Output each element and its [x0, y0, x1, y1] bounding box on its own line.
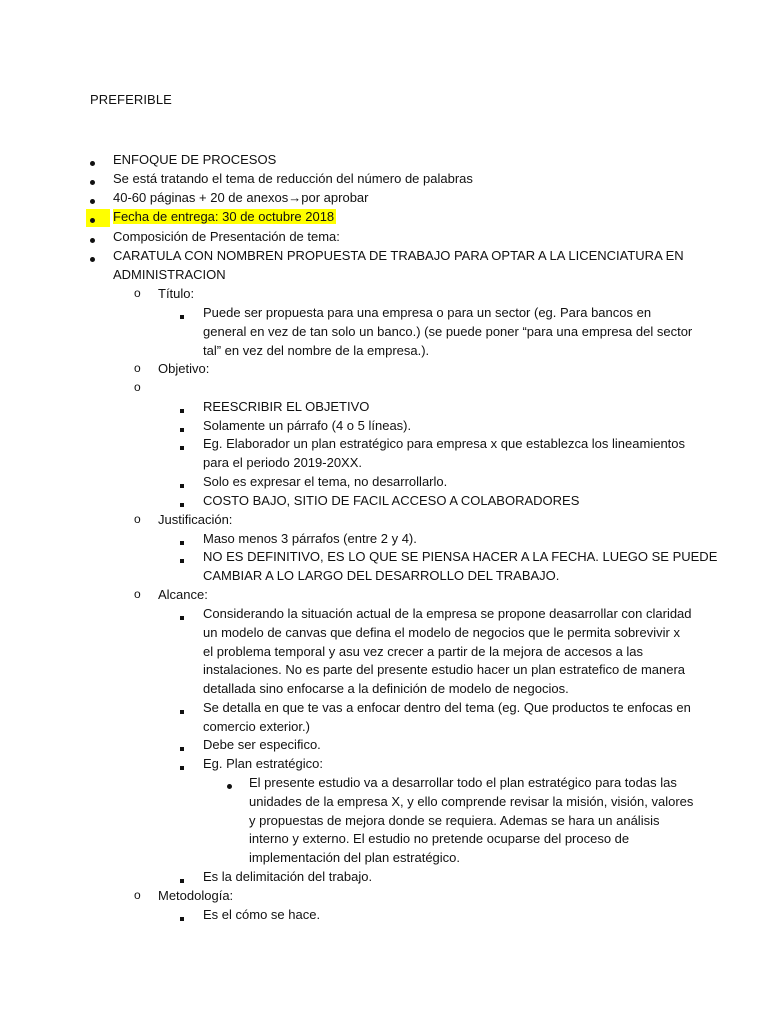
list-item-highlighted	[113, 208, 336, 227]
list-item: Es la delimitación del trabajo.	[203, 869, 373, 884]
open-circle-bullet-icon: o	[134, 512, 141, 526]
square-bullet-icon	[180, 738, 184, 757]
square-bullet-icon	[180, 494, 184, 513]
list-item-continuation: interno y externo. El estudio no pretende ocuparse del proceso de	[249, 831, 630, 846]
list-item: Se está tratando el tema de reducción del número de palabras	[113, 171, 473, 186]
list-item-continuation: instalaciones. No es parte del presente estudio hacer un plan estratefico de manera	[203, 662, 686, 677]
square-bullet-icon	[180, 701, 184, 720]
list-item-continuation: comercio exterior.)	[203, 719, 310, 734]
list-item: Maso menos 3 párrafos (entre 2 y 4).	[203, 531, 417, 546]
list-item: El presente estudio va a desarrollar todo el plan estratégico para todas las	[249, 775, 677, 790]
list-item: Considerando la situación actual de la empresa se propone deasarrollar con claridad	[203, 606, 692, 621]
square-bullet-icon	[180, 475, 184, 494]
list-item: Solamente un párrafo (4 o 5 líneas).	[203, 418, 412, 433]
list-item-continuation: unidades de la empresa X, y ello comprende revisar la misión, visión, valores	[249, 794, 694, 809]
list-item: Se detalla en que te vas a enfocar dentro del tema (eg. Que productos te enfocas en	[203, 700, 691, 715]
list-item-continuation: el problema temporal y asu vez crecer a partir de la mejora de accesos a las	[203, 644, 644, 659]
bullet-dot-icon	[90, 230, 95, 249]
list-item-continuation: un modelo de canvas que defina el modelo de negocios que le permita sobrevivir x	[203, 625, 680, 640]
bullet-dot-icon	[90, 249, 95, 268]
square-bullet-icon	[180, 400, 184, 419]
list-item: REESCRIBIR EL OBJETIVO	[203, 399, 370, 414]
list-item: Composición de Presentación de tema:	[113, 229, 340, 244]
list-item-continuation: tal” en vez del nombre de la empresa.).	[203, 343, 430, 358]
square-bullet-icon	[180, 908, 184, 927]
open-circle-bullet-icon: o	[134, 286, 141, 300]
bullet-dot-icon	[90, 153, 95, 172]
square-bullet-icon	[180, 532, 184, 551]
list-item: Es el cómo se hace.	[203, 907, 321, 922]
list-item: ENFOQUE DE PROCESOS	[113, 152, 277, 167]
bullet-dot-icon	[90, 172, 95, 191]
open-circle-bullet-icon: o	[134, 587, 141, 601]
list-item: NO ES DEFINITIVO, ES LO QUE SE PIENSA HACER A LA FECHA. LUEGO SE PUEDE	[203, 549, 718, 564]
open-circle-bullet-icon: o	[134, 380, 141, 394]
due-date-text: Fecha de entrega: 30 de octubre 2018	[113, 209, 335, 224]
list-item-continuation: para el periodo 2019-20XX.	[203, 455, 363, 470]
list-item: CARATULA CON NOMBREN PROPUESTA DE TRABAJO PARA OPTAR A LA LICENCIATURA EN	[113, 248, 684, 263]
open-circle-bullet-icon: o	[134, 888, 141, 902]
list-item-continuation: general en vez de tan solo un banco.) (se puede poner “para una empresa del sector	[203, 324, 693, 339]
square-bullet-icon	[180, 437, 184, 456]
list-item: Solo es expresar el tema, no desarrollarlo.	[203, 474, 448, 489]
list-item-continuation: implementación del plan estratégico.	[249, 850, 461, 865]
square-bullet-icon	[180, 607, 184, 626]
list-item: Puede ser propuesta para una empresa o para un sector (eg. Para bancos en	[203, 305, 652, 320]
bullet-dot-icon	[90, 191, 95, 210]
list-item-continuation: ADMINISTRACION	[113, 267, 226, 282]
square-bullet-icon	[180, 870, 184, 889]
list-item: Eg. Plan estratégico:	[203, 756, 323, 771]
section-label-objetivo: Objetivo:	[158, 361, 210, 376]
square-bullet-icon	[180, 419, 184, 438]
section-label-metodologia: Metodología:	[158, 888, 234, 903]
square-bullet-icon	[180, 757, 184, 776]
open-circle-bullet-icon: o	[134, 361, 141, 375]
page-heading: PREFERIBLE	[90, 92, 172, 107]
square-bullet-icon	[180, 550, 184, 569]
section-label-justificacion: Justificación:	[158, 512, 233, 527]
list-item-continuation: CAMBIAR A LO LARGO DEL DESARROLLO DEL TRABAJO.	[203, 568, 560, 583]
list-item: Debe ser especifico.	[203, 737, 321, 752]
list-item: Eg. Elaborador un plan estratégico para empresa x que establezca los lineamientos	[203, 436, 686, 451]
list-item-continuation: y propuestas de mejora donde se requiera. Ademas se hara un análisis	[249, 813, 660, 828]
list-item: COSTO BAJO, SITIO DE FACIL ACCESO A COLABORADORES	[203, 493, 580, 508]
section-label-titulo: Título:	[158, 286, 195, 301]
bullet-dot-icon	[227, 776, 232, 795]
section-label-alcance: Alcance:	[158, 587, 208, 602]
bullet-dot-icon	[90, 210, 95, 229]
square-bullet-icon	[180, 306, 184, 325]
list-item-continuation: detallada sino enfocarse a la definición de modelo de negocios.	[203, 681, 569, 696]
list-item: 40-60 páginas + 20 de anexos→por aprobar	[113, 190, 369, 205]
